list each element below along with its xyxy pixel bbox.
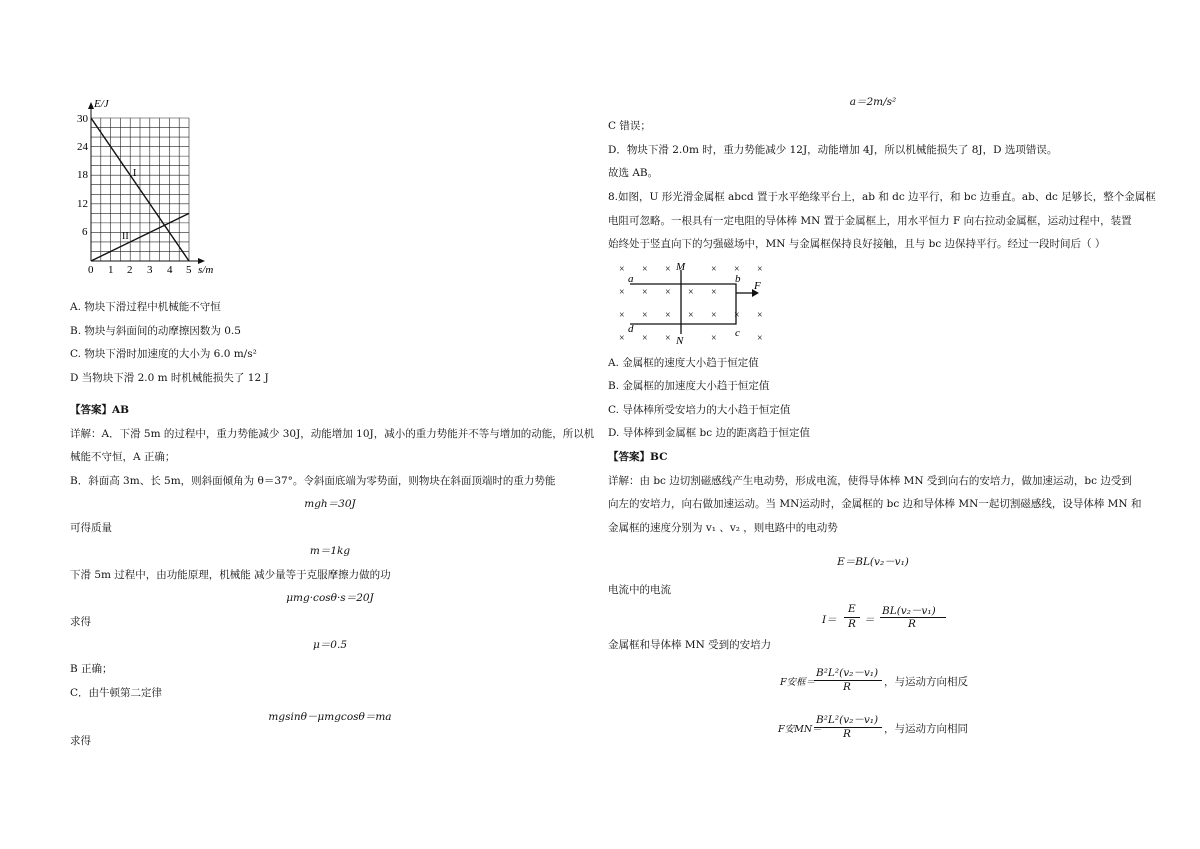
field-x-mark: × xyxy=(711,287,717,298)
q7-eq-friction: μmg·cosθ·s＝20J xyxy=(286,592,374,604)
field-x-mark: × xyxy=(642,287,648,298)
field-x-mark: × xyxy=(688,310,694,321)
field-x-mark: × xyxy=(757,333,763,344)
force-label: 金属框和导体棒 MN 受到的安培力 xyxy=(608,639,772,651)
current-label: 电流中的电流 xyxy=(608,584,671,596)
q8-exp-3: 金属框的速度分别为 v₁ 、v₂ ，则电路中的电动势 xyxy=(608,522,838,534)
label-c: c xyxy=(735,327,740,339)
d-line: D．物块下滑 2.0m 时，重力势能减少 12J，动能增加 4J，所以机械能损失了 8J，D 选项错误。 xyxy=(608,144,1058,156)
current-eq-sign: ＝ xyxy=(864,614,875,626)
q8-answer: 【答案】BC xyxy=(608,451,668,463)
q7-eq-newton: mgsinθ－μmgcosθ＝ma xyxy=(268,711,392,723)
field-x-mark: × xyxy=(619,264,625,275)
label-n: N xyxy=(676,335,684,347)
q8-option-d: D. 导体棒到金属框 bc 边的距离趋于恒定值 xyxy=(608,427,810,439)
f1-den: R xyxy=(843,681,851,693)
x-tick-2: 2 xyxy=(127,264,133,276)
field-x-mark: × xyxy=(734,310,740,321)
label-f: F xyxy=(754,280,761,292)
f2-note: ，与运动方向相同 xyxy=(884,723,968,735)
c-wrong: C 错误； xyxy=(608,120,651,132)
q7-line-14: 求得 xyxy=(70,735,91,747)
current-frac2-den: R xyxy=(908,618,916,630)
field-x-mark: × xyxy=(619,287,625,298)
x-tick-4: 4 xyxy=(167,264,173,276)
f2-num: B²L²(v₂－v₁) xyxy=(816,714,879,726)
f1-num: B²L²(v₂－v₁) xyxy=(816,667,879,679)
q7-line-5: 可得质量 xyxy=(70,522,112,534)
f2-den: R xyxy=(843,728,851,740)
q8-line-2: 电阻可忽略。一根具有一定电阻的导体棒 MN 置于金属框上，用水平恒力 F 向右拉动金属框，运动过程中，装置 xyxy=(608,215,1132,227)
field-x-mark: × xyxy=(665,287,671,298)
field-x-mark: × xyxy=(688,287,694,298)
q7-eq-mu: μ＝0.5 xyxy=(312,639,348,651)
current-frac2-num: BL(v₂－v₁) xyxy=(882,605,936,617)
field-x-mark: × xyxy=(642,310,648,321)
field-x-mark: × xyxy=(757,310,763,321)
q8-line-1: 8.如图，U 形光滑金属框 abcd 置于水平绝缘平台上，ab 和 dc 边平行，和 bc 边垂直。ab、dc 足够长，整个金属框 xyxy=(608,191,1156,203)
q7-line-3: B．斜面高 3m、长 5m，则斜面倾角为 θ＝37°。令斜面底端为零势面，则物块在斜面顶端时的重力势能 xyxy=(70,475,556,487)
x-tick-3: 3 xyxy=(147,264,153,276)
line-ii-label: II xyxy=(122,231,129,242)
q7-line-9: 求得 xyxy=(70,616,91,628)
y-tick-6: 6 xyxy=(82,226,88,238)
y-tick-30: 30 xyxy=(77,113,88,125)
q8-line-3: 始终处于竖直向下的匀强磁场中，MN 与金属框保持良好接触，且与 bc 边保持平行。经过一段时间后（ ） xyxy=(608,238,1106,250)
field-x-mark: × xyxy=(711,333,717,344)
q8-exp-2: 向左的安培力，向右做加速运动。当 MN运动时，金属框的 bc 边和导体棒 MN一起切割磁感线，设导体棒 MN 和 xyxy=(608,498,1142,510)
x-tick-1: 1 xyxy=(108,264,114,276)
choose-ab: 故选 AB。 xyxy=(608,167,659,179)
energy-graph xyxy=(70,92,240,282)
label-d: d xyxy=(628,323,634,335)
q7-line-1: 详解：A．下滑 5m 的过程中，重力势能减少 30J，动能增加 10J，减小的重力势能并不等与增加的动能，所以机 xyxy=(70,428,595,440)
label-a: a xyxy=(628,273,634,285)
magnetic-field-marks xyxy=(619,264,763,344)
emf-eq: E＝BL(v₂－v₁) xyxy=(837,556,909,568)
q7-option-b: B. 物块与斜面间的动摩擦因数为 0.5 xyxy=(70,325,241,337)
circuit-diagram xyxy=(608,256,788,348)
x-axis-label: s/m xyxy=(198,264,214,276)
line-i-label: I xyxy=(133,168,137,179)
accel-eq: a＝2m/s² xyxy=(849,96,897,108)
current-frac1-num: E xyxy=(848,603,856,615)
q8-option-c: C. 导体棒所受安培力的大小趋于恒定值 xyxy=(608,404,791,416)
current-frac1-den: R xyxy=(848,618,856,630)
q7-option-a: A. 物块下滑过程中机械能不守恒 xyxy=(70,301,221,313)
q7-eq-mgh: mgh＝30J xyxy=(304,498,356,510)
field-x-mark: × xyxy=(619,333,625,344)
f1-note: ，与运动方向相反 xyxy=(884,676,968,688)
q8-option-b: B. 金属框的加速度大小趋于恒定值 xyxy=(608,380,770,392)
y-tick-12: 12 xyxy=(77,198,88,210)
field-x-mark: × xyxy=(642,264,648,275)
q7-line-7: 下滑 5m 过程中，由功能原理，机械能 减少量等于克服摩擦力做的功 xyxy=(70,569,391,581)
q7-line-2: 械能不守恒，A 正确； xyxy=(70,451,176,463)
q7-line-12: C．由牛顿第二定律 xyxy=(70,687,163,699)
q7-answer: 【答案】AB xyxy=(70,404,130,416)
field-x-mark: × xyxy=(711,310,717,321)
label-b: b xyxy=(735,273,741,285)
f1-lhs: F安框＝ xyxy=(780,677,816,688)
field-x-mark: × xyxy=(757,264,763,275)
graph-axes xyxy=(88,102,205,264)
field-x-mark: × xyxy=(642,333,648,344)
field-x-mark: × xyxy=(665,333,671,344)
field-x-mark: × xyxy=(711,264,717,275)
q7-option-c: C. 物块下滑时加速度的大小为 6.0 m/s² xyxy=(70,348,257,360)
y-tick-24: 24 xyxy=(77,141,88,153)
field-x-mark: × xyxy=(665,264,671,275)
field-x-mark: × xyxy=(665,310,671,321)
q7-eq-mass: m＝1kg xyxy=(309,545,351,557)
f2-lhs: F安MN＝ xyxy=(778,724,822,735)
label-m: M xyxy=(676,261,686,273)
field-x-mark: × xyxy=(734,264,740,275)
x-tick-0: 0 xyxy=(88,264,94,276)
q8-exp-1: 详解：由 bc 边切割磁感线产生电动势，形成电流，使得导体棒 MN 受到向右的安培力，做加速运动，bc 边受到 xyxy=(608,475,1132,487)
current-lhs: I＝ xyxy=(822,614,837,626)
y-tick-18: 18 xyxy=(77,169,88,181)
y-axis-label: E/J xyxy=(94,98,109,110)
field-x-mark: × xyxy=(619,310,625,321)
q7-option-d: D 当物块下滑 2.0 m 时机械能损失了 12 J xyxy=(70,372,269,384)
x-tick-5: 5 xyxy=(186,264,192,276)
q8-option-a: A. 金属框的速度大小趋于恒定值 xyxy=(608,357,759,369)
q7-line-11: B 正确； xyxy=(70,663,113,675)
